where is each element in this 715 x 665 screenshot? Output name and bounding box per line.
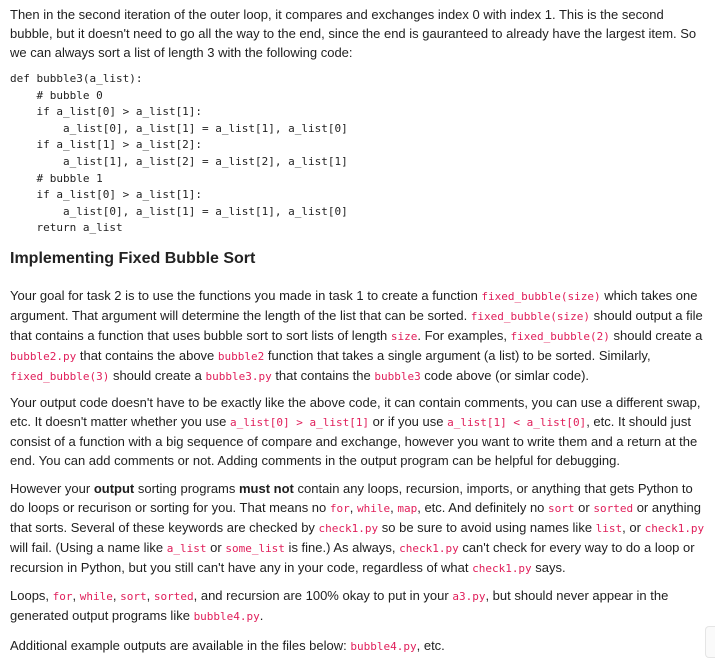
inline-code: a_list[1] < a_list[0]: [447, 416, 587, 429]
code-line: # bubble 0: [10, 88, 103, 102]
text: can't check for every way to do a loop or recursion in Python, but you still can't have any in your code, regardless of what: [10, 540, 695, 575]
code-line: if a_list[0] > a_list[1]:: [10, 188, 203, 202]
inline-code: bubble2.py: [10, 350, 77, 363]
inline-code: list: [595, 522, 623, 535]
inline-code: bubble2: [217, 350, 265, 363]
text: code above (or simlar code).: [420, 368, 590, 383]
inline-code: size: [390, 330, 418, 343]
text: However your: [10, 481, 94, 496]
inline-code: a3.py: [452, 590, 486, 603]
inline-code: check1.py: [399, 542, 459, 555]
text: Your output code doesn't have to be exactly like the above code, it can contain comments, you can use a different swap, etc. It doesn't matter whether you use: [10, 395, 701, 429]
inline-code: check1.py: [644, 522, 705, 535]
inline-code: a_list: [166, 542, 207, 555]
text: or if you use: [369, 414, 448, 429]
text: , etc. It should just consist of a function with a big sequence of compare and exchange, however you want to write them and a return at the end. You can add comments or not. Adding comments in the output program can be helpful for debugging.: [10, 414, 698, 468]
text: should create a: [609, 328, 703, 343]
text: which takes one argument. That argument will determine the length of the list that can be sorted.: [10, 288, 698, 323]
text: .: [259, 608, 264, 623]
output-code-paragraph: [10, 393, 706, 470]
code-line: a_list[1], a_list[2] = a_list[2], a_list[1]: [10, 154, 348, 168]
bold-text: output: [93, 481, 135, 496]
code-line: # bubble 1: [10, 171, 103, 185]
text: function that takes a single argument (a list) to be sorted. Similarly,: [264, 348, 651, 363]
inline-code: sort: [120, 590, 147, 603]
text: Additional example outputs are available in the files below:: [10, 638, 351, 653]
inline-code: for: [329, 502, 350, 515]
text: should create a: [109, 368, 206, 383]
text: , or: [622, 520, 645, 535]
text: says.: [531, 560, 566, 575]
inline-code: sorted: [153, 590, 194, 603]
code-line: def bubble3(a_list):: [10, 72, 143, 85]
scrollbar-handle[interactable]: [705, 626, 715, 658]
inline-code: sorted: [593, 502, 634, 515]
text: or: [574, 500, 594, 515]
text: that contains the: [271, 368, 375, 383]
inline-code: bubble3: [374, 370, 421, 383]
task-paragraph: [10, 286, 706, 386]
text: will fail. (Using a name like: [10, 540, 167, 555]
code-line: if a_list[0] > a_list[1]:: [10, 105, 203, 119]
text: Your goal for task 2 is to use the functions you made in task 1 to create a function: [10, 288, 482, 303]
inline-code: bubble4.py: [193, 610, 260, 623]
text: contain any loops, recursion, imports, or anything that gets Python to do loops or recurison or sorting for you. That means no: [10, 481, 693, 515]
text: should output a file that contains a function that uses bubble sort to sort lists of length: [10, 308, 703, 343]
text: ,: [112, 588, 121, 603]
inline-code-link[interactable]: bubble4.py: [350, 640, 417, 653]
text: ,: [390, 500, 398, 515]
section-heading: Implementing Fixed Bubble Sort: [10, 250, 256, 267]
text: sorting programs: [134, 481, 239, 496]
examples-paragraph: [10, 636, 706, 656]
inline-code: for: [52, 590, 73, 603]
text: ,: [72, 588, 80, 603]
code-line: if a_list[1] > a_list[2]:: [10, 138, 203, 152]
inline-code: a_list[0] > a_list[1]: [229, 416, 370, 429]
code-line: a_list[0], a_list[1] = a_list[1], a_list[0]: [10, 121, 348, 135]
allowed-paragraph: [10, 586, 706, 626]
inline-code: while: [356, 502, 391, 515]
inline-code: fixed_bubble(size): [470, 310, 591, 323]
inline-code: fixed_bubble(2): [510, 330, 610, 343]
text: , and recursion are 100% okay to put in your: [193, 588, 453, 603]
inline-code: bubble3.py: [205, 370, 272, 383]
inline-code: fixed_bubble(size): [481, 290, 601, 303]
text: , etc.: [416, 638, 445, 653]
code-block: [10, 71, 348, 237]
code-line: a_list[0], a_list[1] = a_list[1], a_list[0]: [10, 204, 348, 218]
text: that contains the above: [76, 348, 218, 363]
text: so be sure to avoid using names like: [378, 520, 596, 535]
text: ,: [146, 588, 154, 603]
text: is fine.) As always,: [284, 540, 400, 555]
text: Loops,: [10, 588, 53, 603]
inline-code: check1.py: [472, 562, 532, 575]
code-line: return a_list: [10, 221, 123, 235]
inline-code: sort: [548, 502, 575, 515]
inline-code: fixed_bubble(3): [10, 370, 110, 383]
inline-code: check1.py: [318, 522, 379, 535]
text: or: [206, 540, 226, 555]
bold-text: must not: [239, 481, 294, 496]
text: ,: [349, 500, 357, 515]
inline-code: while: [79, 590, 113, 603]
inline-code: some_list: [225, 542, 285, 555]
text: or anything that sorts. Several of these keywords are checked by: [10, 500, 702, 535]
intro-paragraph: Then in the second iteration of the outer loop, it compares and exchanges index 0 with index 1. This is the second bubble, but it doesn't need to go all the way to the end, since the end is gauranteed to already have the largest item. So we can always sort a list of length 3 with the following code:: [10, 7, 697, 60]
text: , but should never appear in the generated output programs like: [10, 588, 669, 623]
text: , etc. And definitely no: [417, 500, 549, 515]
inline-code: map: [397, 502, 418, 515]
restrictions-paragraph: [10, 479, 706, 578]
text: . For examples,: [417, 328, 511, 343]
